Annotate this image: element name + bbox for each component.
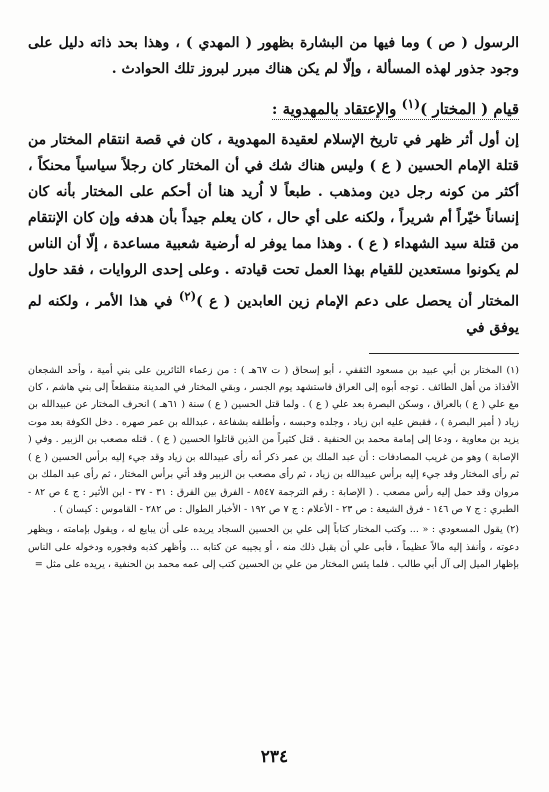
- main-paragraph-text: إن أول أثر ظهر في تاريخ الإسلام لعقيدة المهدوية ، كان في قصة انتقام المختار من قتلة الإمام الحسين ( ع ) وليس هناك شك في أن المختار كان رجلاً سياسياً محنكاً ، أكثر من كونه رجل دين ومذهب . طبعاً لا اُريد هنا أن أحكم على المختار بأنه كان إنساناً خيّراً أم شريراً ، ولكنه على أي حال ، كان يعلم جيداً بأن هدفه وإن كان الإنتقام من قتلة سيد الشهداء ( ع ) . وهذا مما يوفر له أرضية شعبية مساعدة ، إلّا أن الناس لم يكونوا مستعدين للقيام بهذا العمل تحت قيادته . وعلى إحدى الروايات ، فقد حاول المختار أن يحصل على دعم الإمام زين العابدين ( ع ): [28, 132, 519, 310]
- heading-title-text: قيام ( المختار ): [420, 100, 519, 118]
- main-paragraph-end: في هذا الأمر ، ولكنه لم يوفق في: [28, 293, 519, 336]
- main-text: [28, 30, 519, 341]
- footnote-ref-1: (١): [401, 96, 421, 111]
- footnote-2: (٢) يقول المسعودي : « ... وكتب المختار كتاباً إلى علي بن الحسين السجاد يريده على أن يبايع له ، ويقول بإمامته ، ويظهر دعوته ، وأنفذ إليه مالاً عظيماً ، فأبى علي أن يقبل ذلك منه ، أو يجيبه عن كتابه ... وأظهر كذبه وفجوره ودخوله على الناس بإظهار الميل إلى آل أبي طالب . فلما يئس المختار من علي بن الحسين كتب إلى عمه محمد بن الحنفية ، يريده على مثل =: [28, 524, 519, 571]
- top-paragraph: الرسول ( ص ) وما فيها من البشارة بظهور ( المهدي ) ، وهذا بحد ذاته دليل على وجود جذور لهذه المسألة ، وإلّا لم يكن هناك مبرر لبروز تلك الحوادث .: [28, 35, 519, 77]
- page-number: ٢٣٤: [260, 747, 289, 767]
- main-paragraph: [28, 127, 519, 341]
- footnote-1: (١) المختار بن أبي عبيد بن مسعود الثقفي ، أبو إسحاق ( ت ٦٧هـ ) : من زعماء الثائرين على بني أمية ، وأحد الشجعان الأفذاذ من أهل الطائف . توجه أبوه إلى العراق فاستشهد يوم الجسر ، وبقي المختار في المدينة منقطعاً إلى بني هاشم ، كان مع علي ( ع ) بالعراق ، وسكن البصرة بعد علي ( ع ) . ولما قتل الحسين ( ع ) سنة ( ٦١هـ ) انحرف المختار عن عبيدالله بن زياد ( أمير البصرة ) ، فقبض عليه ابن زياد ، وجلده وحبسه ، وأطلقه بشفاعة ، عبدالله بن عمر صهره . دخل الكوفة بعد موت يزيد بن معاوية ، ودعا إلى إمامة محمد بن الحنفية . قتل كثيراً من الذين قاتلوا الحسين ( ع ) . قتله مصعب بن الزبير . وفي ( الإصابة ) وهو من غريب المصادفات : أن عبد الملك بن عمر ذكر أنه رأى عبيدالله بن زياد وقد جيء إليه برأس الحسين ( ع ) ثم رأى المختار وقد جيء إليه برأس عبيدالله بن زياد ، ثم رأى مصعب بن الزبير وقد أتي برأس المختار ، ثم رأى عبد الملك بن مروان وقد حمل إليه رأس مصعب . ( الإصابة : رقم الترجمة ٨٥٤٧ - الفرق بين الفرق : ٣١ - ٣٧ - ابن الأثير : ج ٤ ص ٨٢ - الطبري : ج ٧ ص ١٤٦ - فرق الشيعة : ص ٢٣ - الأعلام : ج ٧ ص ١٩٢ - الأخبار الطوال : ص ٢٨٢ - القاموس : كيسان ) .: [28, 364, 519, 515]
- heading-title-rest: والإعتقاد بالمهدوية :: [271, 100, 402, 118]
- footnote-divider: [369, 353, 519, 354]
- section-heading-title: [271, 96, 519, 120]
- footnotes: [28, 362, 519, 574]
- section-heading: [28, 92, 519, 121]
- footnote-ref-2: (٢): [178, 289, 197, 303]
